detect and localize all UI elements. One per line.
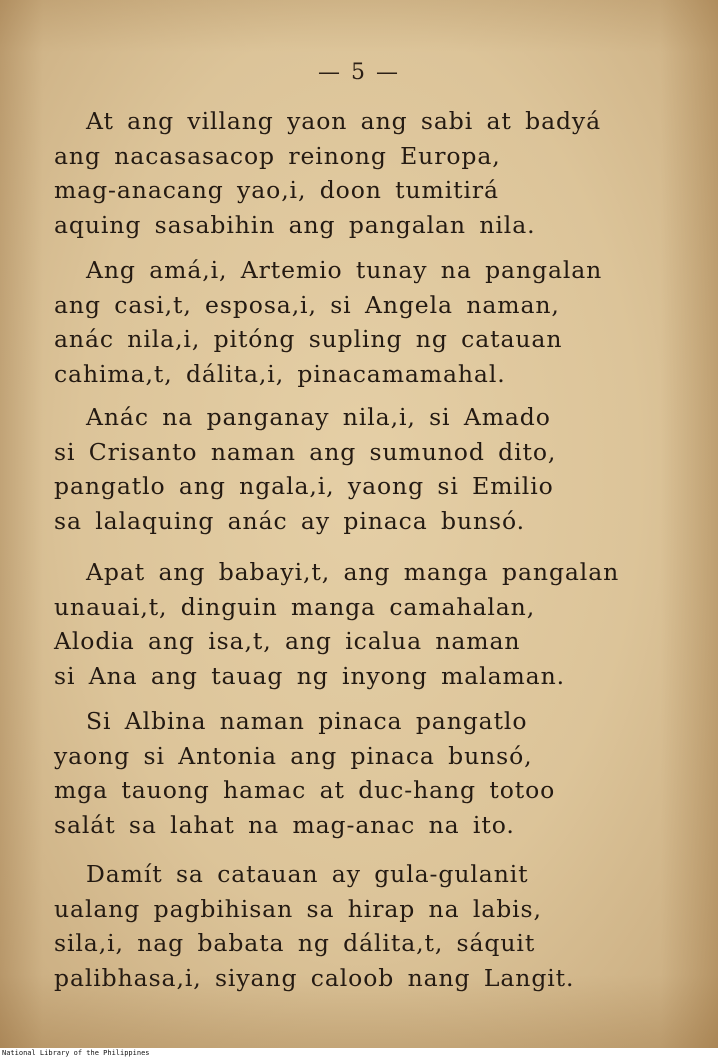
verse-line: anác nila,i, pitóng supling ng catauan: [54, 325, 563, 353]
stanza-1: [54, 104, 654, 242]
verse-line: mag-anacang yao,i, doon tumitirá: [54, 176, 499, 204]
verse-line: ualang pagbihisan sa hirap na labis,: [54, 894, 542, 923]
stanza-3: [54, 400, 654, 538]
verse-line: Apat ang babayi,t, ang manga pangalan: [86, 558, 620, 586]
verse-line: si Ana ang tauag ng inyong malaman.: [54, 661, 565, 690]
verse-line: sila,i, nag babata ng dálita,t, sáquit: [54, 929, 536, 957]
verse-line: Anác na panganay nila,i, si Amado: [86, 403, 551, 431]
verse-line: salát sa lahat na mag-anac na ito.: [54, 810, 515, 839]
verse-line: unauai,t, dinguin manga camahalan,: [54, 592, 536, 621]
stanza-5: [54, 704, 654, 842]
verse-line: yaong si Antonia ang pinaca bunsó,: [54, 741, 533, 770]
verse-line: Si Albina naman pinaca pangatlo: [86, 707, 528, 735]
verse-line: Ang amá,i, Artemio tunay na pangalan: [86, 256, 603, 284]
verse-line: ang casi,t, esposa,i, si Angela naman,: [54, 290, 560, 319]
verse-line: sa lalaquing anác ay pinaca bunsó.: [54, 506, 526, 535]
page-number: — 5 —: [318, 60, 400, 85]
verse-line: aquing sasabihin ang pangalan nila.: [54, 210, 536, 239]
stanza-4: [54, 555, 654, 693]
verse-line: cahima,t, dálita,i, pinacamamahal.: [54, 359, 506, 388]
stanza-6: [54, 857, 654, 995]
verse-line: At ang villang yaon ang sabi at badyá: [86, 107, 602, 135]
verse-line: ang nacasasacop reinong Europa,: [54, 141, 501, 170]
verse-line: mga tauong hamac at duc-hang totoo: [54, 776, 556, 804]
verse-line: pangatlo ang ngala,i, yaong si Emilio: [54, 472, 554, 500]
verse-line: si Crisanto naman ang sumunod dito,: [54, 437, 557, 466]
footer-credit: National Library of the Philippines: [0, 1048, 718, 1058]
verse-line: Damít sa catauan ay gula-gulanit: [86, 860, 529, 888]
verse-line: Alodia ang isa,t, ang icalua naman: [54, 627, 521, 655]
verse-line: palibhasa,i, siyang caloob nang Langit.: [54, 963, 575, 992]
stanza-2: [54, 253, 654, 391]
